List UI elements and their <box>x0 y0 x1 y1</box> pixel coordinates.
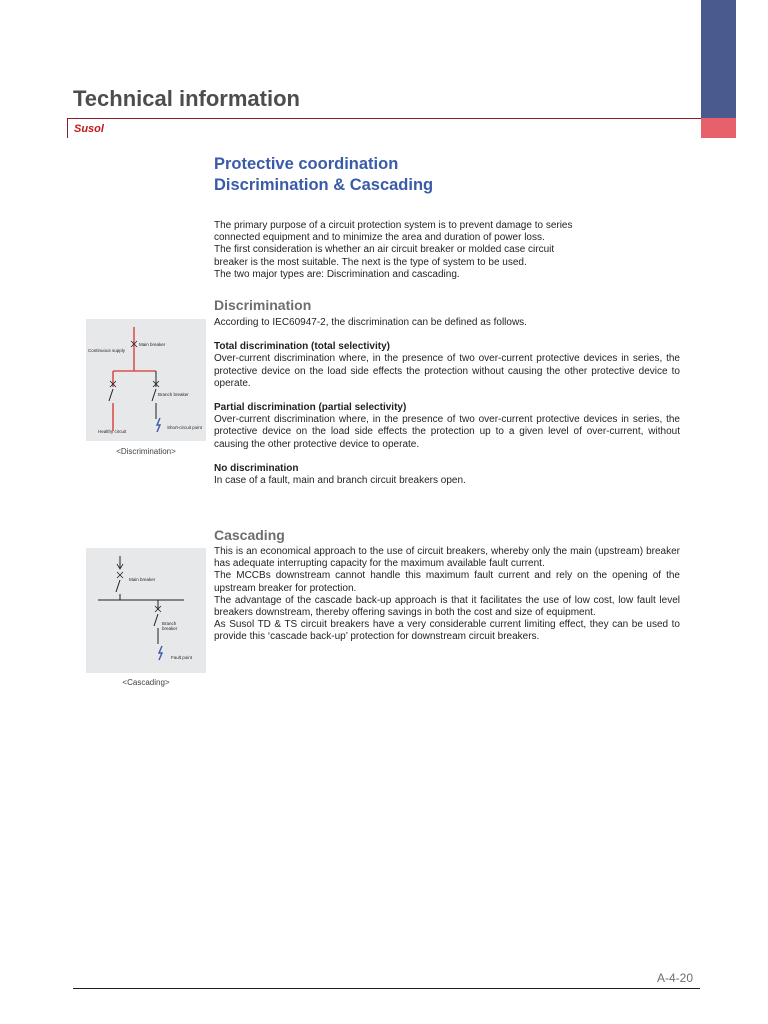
intro-line: connected equipment and to minimize the area and duration of power loss. <box>214 232 545 244</box>
discrimination-caption: <Discrimination> <box>116 447 176 456</box>
discrimination-title: Discrimination <box>214 297 312 313</box>
discrimination-intro: According to IEC60947-2, the discrimination can be defined as follows. <box>214 317 527 328</box>
discrimination-diagram-svg <box>86 319 206 441</box>
section-heading <box>214 154 433 196</box>
side-tab-blue <box>701 0 736 118</box>
intro-line: breaker is the most suitable. The next is the type of system to be used. <box>214 256 527 268</box>
discrimination-diagram <box>86 319 206 441</box>
fig-label-main-breaker: Main breaker <box>129 577 156 582</box>
fig-label-branch-breaker: Branch breaker <box>158 392 189 397</box>
intro-line: The two major types are: Discrimination and cascading. <box>214 268 460 280</box>
fig-label-short-circuit-point: Short-circuit point <box>167 425 203 430</box>
discrimination-body <box>214 317 680 487</box>
no-discrimination-text: In case of a fault, main and branch circuit breakers open. <box>214 475 466 487</box>
intro-paragraph <box>214 220 680 281</box>
heading-line-1: Protective coordination <box>214 155 399 173</box>
cascading-caption: <Cascading> <box>122 678 170 687</box>
cascading-paragraph: The MCCBs downstream cannot handle this maximum fault current and rely on the opening of the upstream breaker for protection. <box>214 570 680 594</box>
fig-label-branch-line-1: Branch <box>162 621 177 626</box>
intro-line: The primary purpose of a circuit protection system is to prevent damage to series <box>214 220 573 231</box>
cascading-paragraph: As Susol TD & TS circuit breakers have a very considerable current limiting effect, they can be used to provide this ‘cascade back-up’ protection for downstream circuit breakers. <box>214 619 680 643</box>
cascading-diagram <box>86 548 206 673</box>
page-title: Technical information <box>73 86 300 111</box>
fig-label-healthy-circuit: Healthy circuit <box>98 429 127 434</box>
cascading-title: Cascading <box>214 527 285 543</box>
no-discrimination-heading: No discrimination <box>214 462 299 474</box>
cascading-paragraph: The advantage of the cascade back-up approach is that it facilitates the use of low cost, low fault level breakers downstream, thereby offering savings in both the cost and size of equipment. <box>214 594 680 619</box>
partial-discrimination-text: Over-current discrimination where, in the presence of two over-current protective devices in series, the protective device on the load side effects the protection up to a given level of over-current, without causing the other protective device to operate. <box>214 414 680 450</box>
fig-label-branch-line-2: breaker <box>162 626 178 631</box>
cascading-diagram-svg <box>86 548 206 673</box>
header-divider-tick <box>67 118 68 138</box>
total-discrimination-text: Over-current discrimination where, in the presence of two over-current protective devices in series, the protective device on the load side effects the protection without causing the other protective device to operate. <box>214 353 680 389</box>
fig-label-main-breaker: Main breaker <box>139 342 166 347</box>
cascading-body <box>214 546 680 644</box>
cascading-paragraph: This is an economical approach to the use of circuit breakers, whereby only the main (upstream) breaker has adequate interrupting capacity for the maximum available fault current. <box>214 546 680 570</box>
page-number: A-4-20 <box>656 971 693 985</box>
intro-line: The first consideration is whether an air circuit breaker or molded case circuit <box>214 244 555 256</box>
header-divider <box>67 118 701 119</box>
fig-label-fault-point: Fault point <box>171 655 193 660</box>
brand-logo: Susol <box>74 123 104 135</box>
footer-divider <box>73 988 700 989</box>
fig-label-continuous-supply: Continuous supply <box>88 348 126 353</box>
partial-discrimination-heading: Partial discrimination (partial selectivity) <box>214 402 407 414</box>
side-tab-red <box>701 118 736 138</box>
heading-line-2: Discrimination & Cascading <box>214 176 434 194</box>
total-discrimination-heading: Total discrimination (total selectivity) <box>214 341 390 353</box>
